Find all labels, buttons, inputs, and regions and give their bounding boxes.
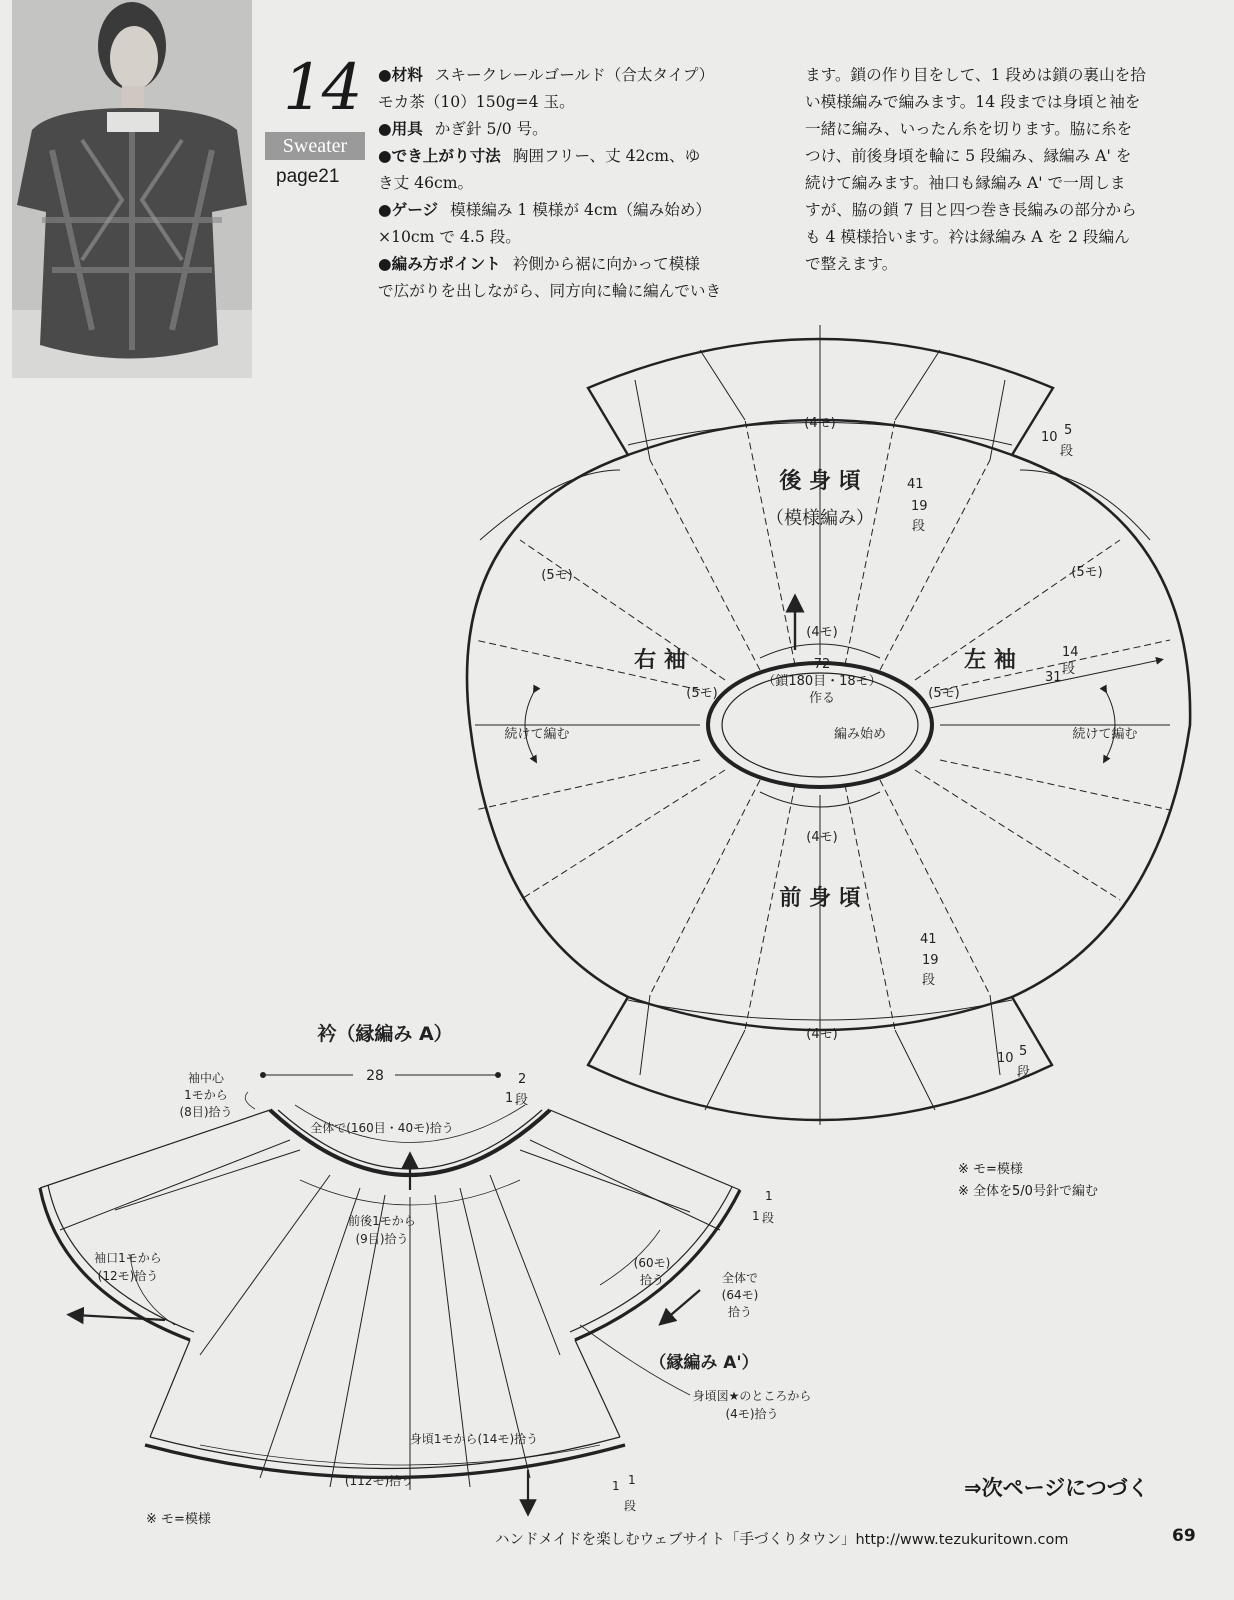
cuff-rows-cm: 1: [752, 1209, 760, 1223]
motif-count: (4モ): [806, 1027, 838, 1042]
rows-unit: 段: [1017, 1065, 1031, 1080]
measure-rows: 5: [1019, 1044, 1028, 1059]
measure-cm: 10: [1041, 430, 1058, 445]
sleeve-center-line-1: 袖中心: [187, 1071, 225, 1085]
collar-diagram-labels: [94, 1022, 811, 1513]
front-back-pick-line-1: 前後1モから: [348, 1214, 416, 1228]
hem-rows: 1: [628, 1473, 636, 1487]
continue-left-label: 続けて編む: [504, 727, 570, 742]
front-back-pick-line-2: (9目)拾う: [355, 1232, 409, 1246]
chain-make: 作る: [808, 691, 836, 706]
note-motif-2: ※ モ=模様: [146, 1512, 211, 1527]
measure-rows: 5: [1064, 423, 1073, 438]
collar-pick-label: 全体で(160目・40モ)拾う: [310, 1121, 454, 1135]
hem-pick-label: (112モ)拾う: [344, 1474, 414, 1488]
measure-rows: 14: [1062, 645, 1079, 660]
instruction-line: ●ゲージ 模様編み 1 模様が 4cm（編み始め）: [378, 201, 712, 219]
measure-cm: 41: [920, 932, 937, 947]
motif-count: (5モ): [541, 568, 573, 583]
back-body-label: 後 身 頃: [779, 469, 861, 494]
collar-rows-cm: 1: [505, 1091, 514, 1106]
left-sleeve-label: 左 袖: [964, 648, 1016, 673]
measure-rows: 19: [922, 953, 939, 968]
instruction-line: モカ茶（10）150g=4 玉。: [378, 93, 575, 111]
instruction-line: つけ、前後身頃を輪に 5 段編み、縁編み A' を: [805, 147, 1132, 165]
cuff-pick-line-2: (12モ)拾う: [97, 1269, 159, 1283]
rows-unit: 段: [1062, 662, 1076, 677]
front-body-label: 前 身 頃: [779, 886, 861, 911]
chain-cm: 72: [813, 657, 831, 672]
start-label: 編み始め: [833, 727, 887, 742]
motif-count: (5モ): [928, 686, 960, 701]
cuff-rows: 1: [765, 1189, 773, 1203]
instruction-line: も 4 模様拾います。衿は縁編み A を 2 段編ん: [805, 228, 1130, 246]
note-motif: ※ モ=模様: [958, 1162, 1023, 1177]
rows-unit: 段: [762, 1211, 775, 1225]
collar-rows: 2: [518, 1072, 527, 1087]
instruction-line: で整えます。: [805, 255, 898, 273]
collar-width: 28: [366, 1068, 384, 1084]
instruction-line: 一緒に編み、いったん糸を切ります。脇に糸を: [805, 120, 1133, 138]
hem-rows-cm: 1: [612, 1479, 620, 1493]
instruction-line: ●でき上がり寸法 胸囲フリー、丈 42cm、ゆ: [378, 147, 701, 165]
motif-count: (4モ): [806, 830, 838, 845]
motif-count: (4モ): [804, 416, 836, 431]
instruction-line: ●編み方ポイント 衿側から裾に向かって模様: [378, 255, 700, 273]
body-diagram: [467, 325, 1190, 1125]
cuff-pick-line-1: 袖口1モから: [94, 1251, 162, 1265]
sleeve-center-line-2: 1モから: [184, 1088, 228, 1102]
body-fig-line-1: 身頃図★のところから: [692, 1389, 812, 1403]
rows-unit: 段: [1060, 444, 1074, 459]
chain-detail: （鎖180目・18モ）: [762, 674, 882, 689]
edge-title: （縁編み A'）: [649, 1353, 759, 1373]
pattern-number: 14: [283, 51, 361, 125]
rows-unit: 段: [515, 1093, 529, 1108]
measure-rows: 19: [911, 499, 928, 514]
page-number: 69: [1172, 1526, 1196, 1546]
pattern-label: （模様編み）: [766, 508, 874, 529]
right-sleeve-label: 右 袖: [634, 648, 686, 673]
measure-cm: 41: [907, 477, 924, 492]
total64-line-3: 拾う: [727, 1305, 753, 1319]
instruction-line: ●材料 スキークレールゴールド（合太タイプ）: [378, 66, 715, 84]
instruction-line: で広がりを出しながら、同方向に輪に編んでいき: [378, 282, 722, 300]
motif-count: (4モ): [806, 625, 838, 640]
instruction-line: すが、脇の鎖 7 目と四つ巻き長編みの部分から: [805, 201, 1137, 219]
m60-line-2: 拾う: [639, 1273, 665, 1287]
total64-line-2: (64モ): [721, 1288, 759, 1302]
instruction-line: い模様編みで編みます。14 段までは身頃と袖を: [805, 93, 1141, 111]
note-needle: ※ 全体を5/0号針で編む: [958, 1184, 1098, 1199]
sleeve-center-line-3: (8目)拾う: [179, 1105, 233, 1119]
instruction-line: ×10cm で 4.5 段。: [378, 228, 521, 246]
collar-title: 衿（縁編み A）: [317, 1023, 453, 1045]
rows-unit: 段: [922, 973, 936, 988]
continue-next-page: ⇒次ページにつづく: [964, 1476, 1149, 1500]
measure-cm: 31: [1045, 670, 1062, 685]
instruction-line: ます。鎖の作り目をして、1 段めは鎖の裏山を拾: [805, 66, 1146, 84]
collar-diagram: [40, 1073, 740, 1509]
footer-text: ハンドメイドを楽しむウェブサイト「手づくりタウン」http://www.tezukuritown.com: [495, 1532, 1069, 1548]
category-tag: Sweater: [265, 132, 365, 160]
continue-right-label: 続けて編む: [1072, 727, 1138, 742]
instruction-line: き丈 46cm。: [378, 174, 474, 192]
body-fig-line-2: (4モ)拾う: [725, 1407, 779, 1421]
body-pick-label: 身頃1モから(14モ)拾う: [409, 1432, 539, 1446]
m60-line-1: (60モ): [633, 1256, 671, 1270]
measure-cm: 10: [997, 1051, 1014, 1066]
page-reference: page21: [276, 166, 340, 187]
total64-line-1: 全体で: [721, 1271, 759, 1285]
instruction-line: 続けて編みます。袖口も縁編み A' で一周しま: [805, 174, 1126, 192]
motif-count: (5モ): [686, 686, 718, 701]
rows-unit: 段: [624, 1499, 637, 1513]
rows-unit: 段: [912, 519, 926, 534]
motif-count: (5モ): [1071, 565, 1103, 580]
instruction-line: ●用具 かぎ針 5/0 号。: [378, 120, 548, 138]
